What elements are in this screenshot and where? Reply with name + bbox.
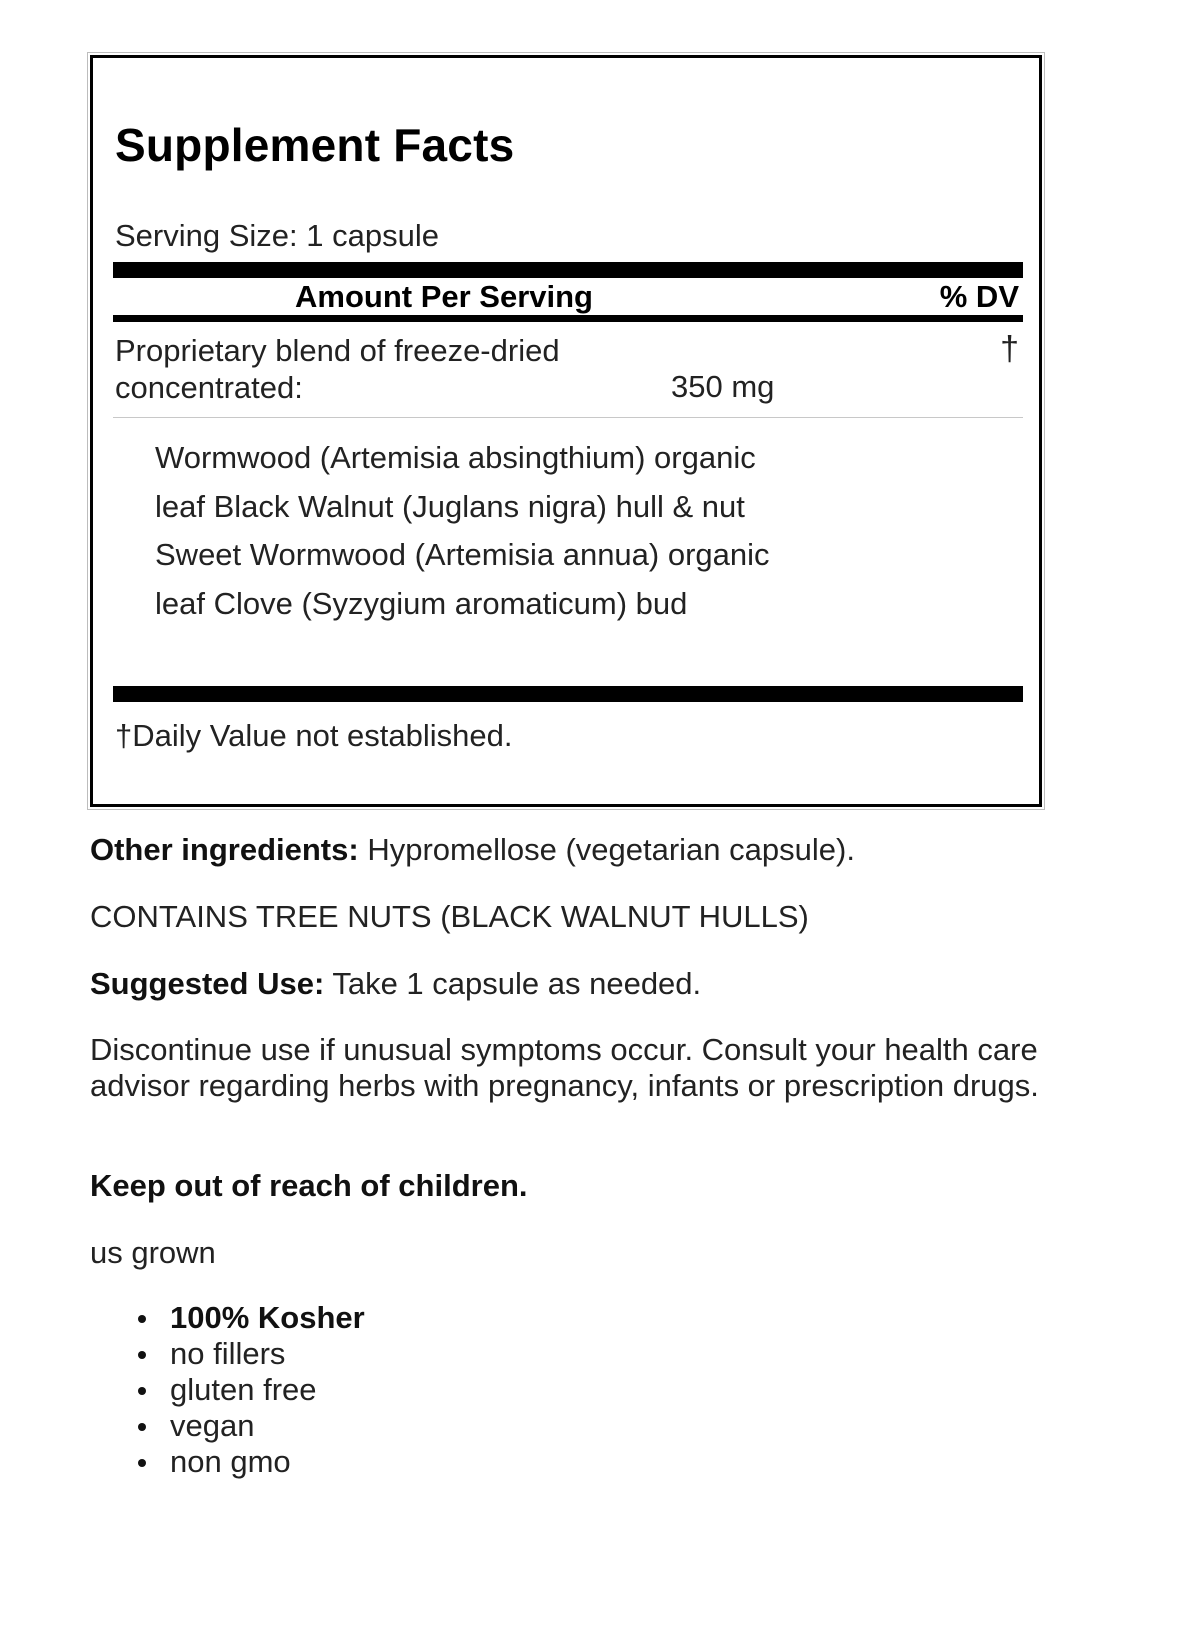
allergen-warning: CONTAINS TREE NUTS (BLACK WALNUT HULLS) <box>90 899 809 934</box>
top-thick-rule <box>113 262 1023 278</box>
suggested-use-text: Take 1 capsule as needed. <box>324 966 702 1001</box>
feature-label: non gmo <box>170 1444 291 1479</box>
list-item <box>90 1444 365 1480</box>
serving-size: Serving Size: 1 capsule <box>115 218 439 253</box>
amount-per-serving-header: Amount Per Serving <box>295 279 593 314</box>
feature-label: gluten free <box>170 1372 317 1407</box>
other-ingredients <box>90 832 1050 868</box>
keep-out-of-reach: Keep out of reach of children. <box>90 1168 528 1203</box>
blend-daily-value: † <box>1000 330 1019 368</box>
supplement-facts-title: Supplement Facts <box>115 119 515 171</box>
feature-label: vegan <box>170 1408 255 1443</box>
daily-value-header: % DV <box>939 279 1019 314</box>
list-item <box>90 1336 365 1372</box>
discontinue-warning: Discontinue use if unusual symptoms occur. Consult your health care advisor regarding herbs with pregnancy, infants or prescription drugs. <box>90 1032 1039 1103</box>
bullet-icon <box>138 1459 146 1467</box>
bottom-thick-rule <box>113 686 1023 702</box>
feature-label: no fillers <box>170 1336 286 1371</box>
list-item <box>90 1300 365 1336</box>
bullet-icon <box>138 1387 146 1395</box>
other-ingredients-text: Hypromellose (vegetarian capsule). <box>358 832 855 867</box>
daily-value-footnote: †Daily Value not established. <box>115 718 513 753</box>
header-rule <box>113 315 1023 322</box>
suggested-use <box>90 966 1050 1002</box>
feature-label: 100% Kosher <box>170 1300 365 1335</box>
blend-amount: 350 mg <box>671 369 775 404</box>
blend-name: Proprietary blend of freeze-dried concentrated: <box>115 333 560 405</box>
blend-ingredients: Wormwood (Artemisia absingthium) organic leaf Black Walnut (Juglans nigra) hull & nut Sweet Wormwood (Artemisia annua) organic leaf Clove (Syzygium aromaticum) bud <box>155 440 770 621</box>
list-item <box>90 1408 365 1444</box>
origin-note: us grown <box>90 1235 216 1270</box>
bullet-icon <box>138 1315 146 1323</box>
other-ingredients-label: Other ingredients: <box>90 832 359 867</box>
feature-list <box>90 1300 365 1480</box>
bullet-icon <box>138 1423 146 1431</box>
supplement-facts-panel <box>90 55 1042 807</box>
thin-divider <box>113 417 1023 418</box>
list-item <box>90 1372 365 1408</box>
suggested-use-label: Suggested Use: <box>90 966 325 1001</box>
bullet-icon <box>138 1351 146 1359</box>
